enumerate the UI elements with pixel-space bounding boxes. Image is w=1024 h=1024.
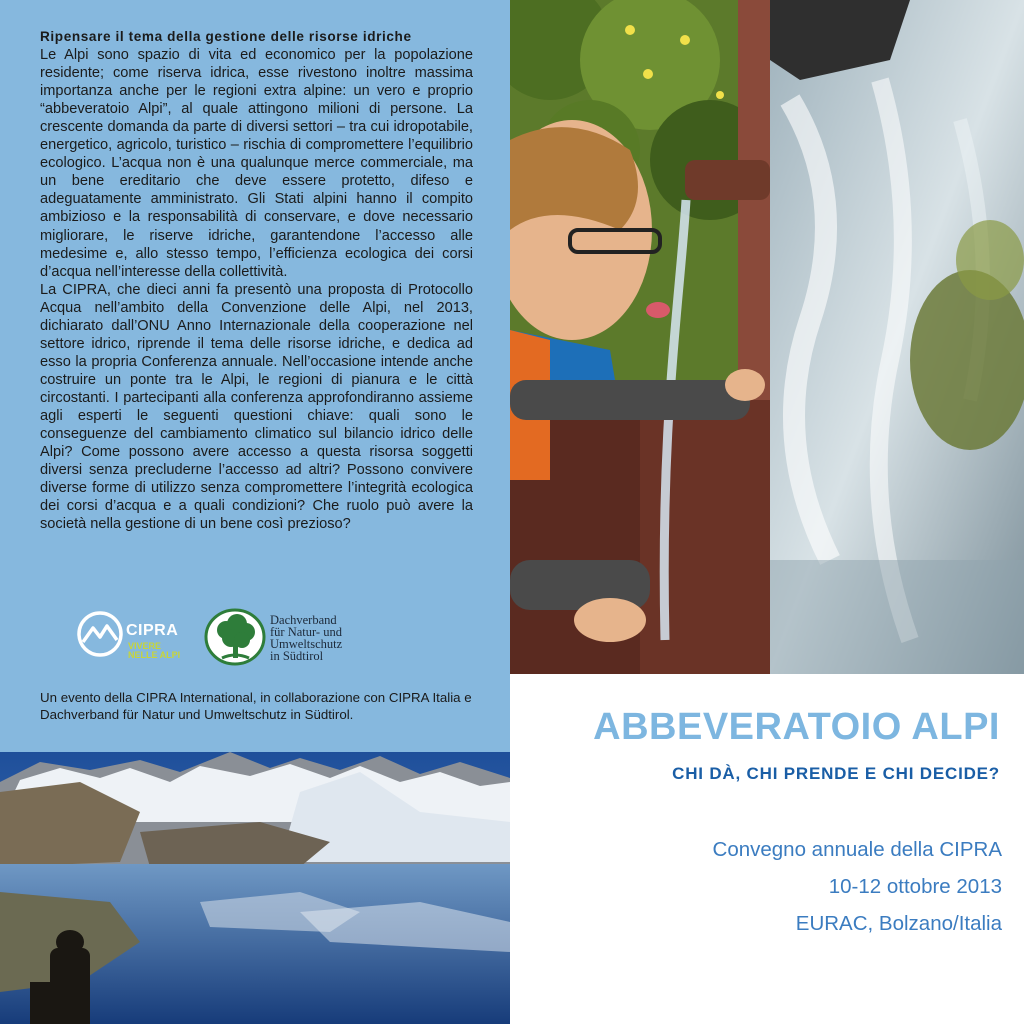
partner-logos	[76, 608, 406, 668]
event-location: EURAC, Bolzano/Italia	[795, 912, 1002, 935]
event-title: ABBEVERATOIO ALPI	[593, 706, 1000, 748]
event-name: Convegno annuale della CIPRA	[712, 838, 1002, 861]
left-text-panel	[0, 0, 510, 752]
article-heading: Ripensare il tema della gestione delle risorse idriche	[40, 29, 412, 44]
dach-line-4: in Südtirol	[270, 649, 324, 663]
article-paragraph-2: La CIPRA, che dieci anni fa presentò una proposta di Protocollo Acqua nell’ambito della Convenzione delle Alpi, nel 2013, dichiarato dall’ONU Anno Internazionale della cooperazione nel settore idrico, riprende il tema delle risorse idriche, e dedica ad esso la propria Conferenza annuale. Nell’occasione intende anche costruire un ponte tra le Alpi, le regioni di pianura e le città circostanti. I partecipanti alla conferenza approfondiranno assieme agli esperti le seguenti questioni chiave: quali sono le conseguenze del cambiamento climatico sul bilancio idrico delle Alpi? Come possono avere accesso a questa risorsa soggetti diversi senza precluderne l’accesso ad altri? Possono convivere diverse forme di utilizzo senza compromettere l’integrità ecologica dei corsi d’acqua e a quali condizioni? Che ruolo può avere la società nella gestione di un bene così prezioso?	[40, 281, 473, 533]
cipra-tagline-2: NELLE ALPI	[128, 650, 181, 660]
dach-line-3: Umweltschutz	[270, 637, 343, 651]
child-drinking-photo	[510, 0, 770, 674]
cipra-tagline	[128, 642, 180, 660]
waterfall-photo	[770, 0, 1024, 674]
mountain-lake-photo	[0, 752, 510, 1024]
cipra-tagline-1: VIVERE	[128, 641, 162, 651]
dachverband-name	[270, 614, 342, 662]
article-text	[40, 28, 473, 533]
dach-line-2: für Natur- und	[270, 625, 342, 639]
cipra-name: CIPRA	[126, 622, 179, 639]
event-dates: 10-12 ottobre 2013	[828, 875, 1002, 898]
cipra-logo	[76, 610, 206, 668]
article-paragraph-1: Le Alpi sono spazio di vita ed economico per la popolazione residente; come riserva idrica, esse rivestono inoltre massima importanza anche per le regioni extra alpine: un vero e proprio “abbeveratoio Alpi”, al quale attingono milioni di persone. La crescente domanda da parte di diversi settori – tra cui idropotabile, energetico, agricolo, turistico – rischia di compromettere l’equilibrio ecologico. L’acqua non è una qualunque merce commerciale, ma un bene ereditario che deve essere protetto, difeso e adeguatamente amministrato. Gli Stati alpini hanno il compito ambizioso e la responsabilità di conservare, e dove necessario migliorare, le riserve idriche, garantendone l’accesso alle medesime e, allo stesso tempo, l’efficienza ecologica dei corsi d’acqua nell’interesse della collettività.	[40, 47, 473, 280]
organizer-note: Un evento della CIPRA International, in collaborazione con CIPRA Italia e Dachverband für Natur und Umweltschutz in Südtirol.	[40, 690, 472, 722]
tree-icon	[204, 608, 266, 666]
cipra-mountain-icon	[76, 610, 124, 658]
dach-line-1: Dachverband	[270, 613, 337, 627]
dachverband-logo	[204, 608, 414, 668]
event-subtitle: CHI DÀ, CHI PRENDE E CHI DECIDE?	[672, 764, 1000, 783]
